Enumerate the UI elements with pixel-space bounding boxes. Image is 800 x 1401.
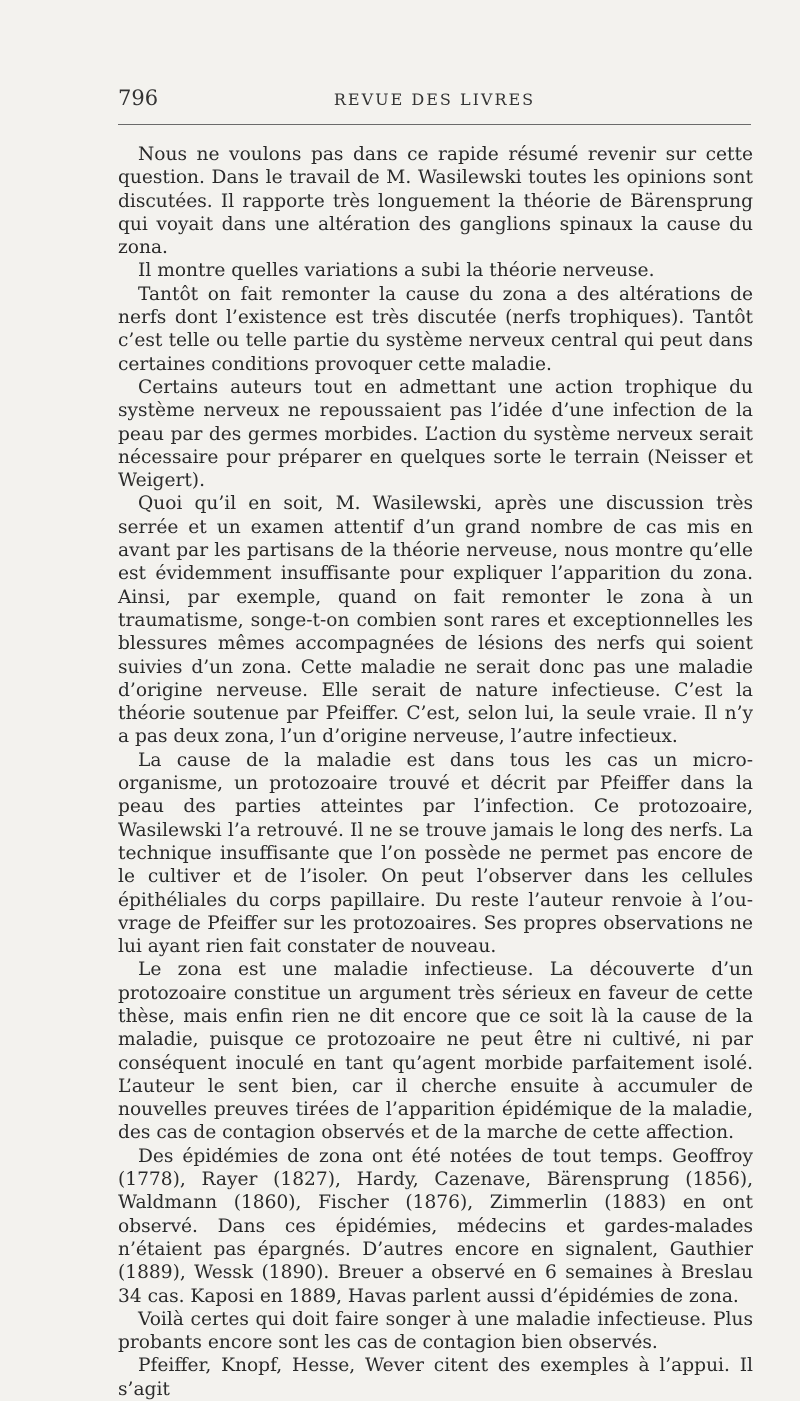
paragraph: Des épidémies de zona ont été notées de tout temps. Geoffroy (1778), Rayer (1827), Hardy, Cazenave, Bärensprung (1856), Waldmann (1860), Fischer (1876), Zimmerlin (1883) en ont observé. Dans ces épidémies, médecins et gardes-malades n’étaient pas épargnés. D’autres encore en signalent, Gauthier (1889), Wessk (1890). Breuer a observé en 6 semaines à Breslau 34 cas. Kaposi en 1889, Havas parlent aussi d’épidémies de zona. xyxy=(118,1145,753,1307)
paragraph: Pfeiffer, Knopf, Hesse, Wever citent des exemples à l’appui. Il s’agit xyxy=(118,1355,753,1400)
body-text xyxy=(118,143,753,1401)
running-title: REVUE DES LIVRES xyxy=(333,90,536,109)
page-number: 796 xyxy=(118,86,159,110)
page-header xyxy=(118,86,751,120)
header-rule xyxy=(118,124,751,125)
paragraph: Certains auteurs tout en admettant une action trophique du système nerveux ne repoussaient pas l’idée d’une infection de la peau par des germes morbides. L’action du système nerveux serait nécessaire pour préparer en quelques sorte le terrain (Neisser et Weigert). xyxy=(118,376,753,492)
paragraph: Il montre quelles variations a subi la théorie nerveuse. xyxy=(138,260,655,282)
paragraph: La cause de la maladie est dans tous les cas un micro-organisme, un protozoaire trouvé et décrit par Pfeiffer dans la peau des parties atteintes par l’infection. Ce protozoaire, Wasilewski l’a retrouvé. Il ne se trouve jamais le long des nerfs. La technique insuffisante que l’on possède ne permet pas encore de le cultiver et de l’isoler. On peut l’observer dans les cellules épithéliales du corps papillaire. Du reste l’auteur renvoie à l’ouvrage de Pfeiffer sur les protozoaires. Ses propres observations ne lui ayant rien fait constater de nouveau. xyxy=(118,749,753,958)
paragraph: Nous ne voulons pas dans ce rapide résumé revenir sur cette question. Dans le travail de M. Wasilewski toutes les opinions sont discutées. Il rapporte très longuement la théorie de Bärensprung qui voyait dans une altération des ganglions spinaux la cause du zona. xyxy=(118,144,753,259)
paragraph: Quoi qu’il en soit, M. Wasilewski, après une discussion très serrée et un examen attentif d’un grand nombre de cas mis en avant par les partisans de la théorie nerveuse, nous montre qu’elle est évidemment insuffisante pour expliquer l’apparition du zona. Ainsi, par exemple, quand on fait remonter le zona à un traumatisme, songe-t-on combien sont rares et exceptionnelles les blessures mêmes accompagnées de lésions des nerfs qui soient suivies d’un zona. Cette maladie ne serait donc pas une maladie d’origine nerveuse. Elle serait de nature infectieuse. C’est la théorie soutenue par Pfeiffer. C’est, selon lui, la seule vraie. Il n’y a pas deux zona, l’un d’origine nerveuse, l’autre infectieux. xyxy=(118,493,753,748)
paragraph: Voilà certes qui doit faire songer à une maladie infectieuse. Plus probants encore sont les cas de contagion bien observés. xyxy=(118,1308,753,1354)
paragraph: Le zona est une maladie infectieuse. La découverte d’un protozoaire constitue un argument très sérieux en faveur de cette thèse, mais enfin rien ne dit encore que ce soit là la cause de la maladie, puisque ce protozoaire ne peut être ni cultivé, ni par conséquent inoculé en tant qu’agent morbide parfaitement isolé. L’auteur le sent bien, car il cherche ensuite à accumuler de nouvelles preuves tirées de l’apparition épidémique de la maladie, des cas de contagion observés et de la marche de cette affection. xyxy=(118,959,753,1144)
paragraph: Tantôt on fait remonter la cause du zona a des altérations de nerfs dont l’existence est très discutée (nerfs trophiques). Tantôt c’est telle ou telle partie du système nerveux central qui peut dans certaines conditions provoquer cette maladie. xyxy=(118,283,753,375)
